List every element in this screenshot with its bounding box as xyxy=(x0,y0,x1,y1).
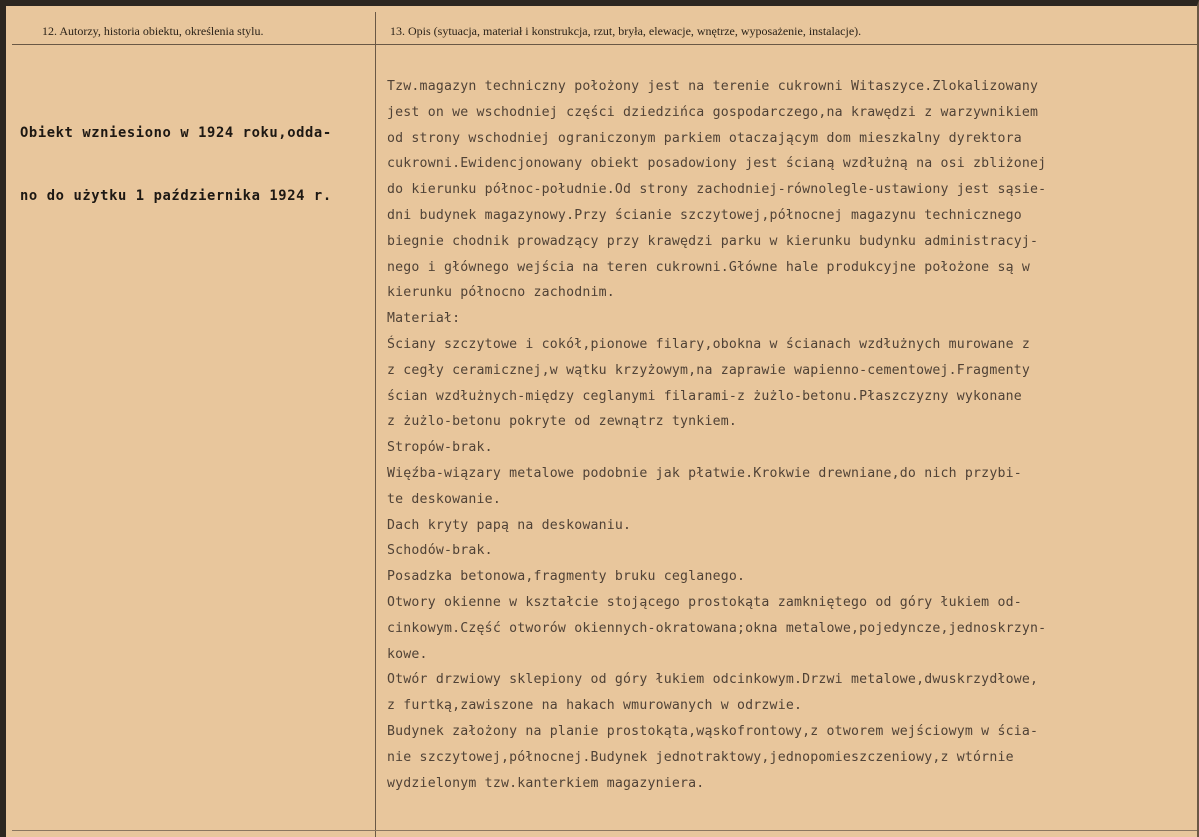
description-line: Schodów-brak. xyxy=(387,543,493,559)
description-line: Budynek założony na planie prostokąta,wąskofrontowy,z otworem wejściowym w ścia- xyxy=(387,723,1039,739)
left-line: no do użytku 1 października 1924 r. xyxy=(20,188,332,204)
description-line: z furtką,zawiszone na hakach wmurowanych w odrzwie. xyxy=(387,698,803,714)
description-line: do kierunku północ-południe.Od strony zachodniej-równolegle-ustawiony jest sąsie- xyxy=(387,182,1047,198)
description-line: jest on we wschodniej części dziedzińca gospodarczego,na krawędzi z warzywnikiem xyxy=(387,104,1039,120)
description-line: ścian wzdłużnych-między ceglanymi filarami-z żużlo-betonu.Płaszczyzny wykonane xyxy=(387,388,1022,404)
description-line: od strony wschodniej ograniczonym parkiem otaczającym dom mieszkalny dyrektora xyxy=(387,130,1022,146)
description-line: Dach kryty papą na deskowaniu. xyxy=(387,517,632,533)
description-line: cukrowni.Ewidencjonowany obiekt posadowiony jest ścianą wzdłużną na osi zbliżonej xyxy=(387,156,1047,172)
description-line: kowe. xyxy=(387,646,428,662)
section-13-header: 13. Opis (sytuacja, materiał i konstrukcja, rzut, bryła, elewacje, wnętrze, wyposażenie, instalacje). xyxy=(390,24,862,38)
column-divider xyxy=(375,12,376,837)
header-divider xyxy=(12,44,1197,45)
description-line: z żużlo-betonu pokryte od zewnątrz tynkiem. xyxy=(387,414,738,430)
description-line: Materiał: xyxy=(387,311,461,327)
description-line: Otwory okienne w kształcie stojącego prostokąta zamkniętego od góry łukiem od- xyxy=(387,594,1022,610)
description-line: Więźba-wiązary metalowe podobnie jak płatwie.Krokwie drewniane,do nich przybi- xyxy=(387,465,1022,481)
description-line: wydzielonym tzw.kanterkiem magazyniera. xyxy=(387,775,705,791)
section-12-header: 12. Autorzy, historia obiektu, określenia stylu. xyxy=(42,24,264,38)
authors-history-text xyxy=(20,81,370,249)
description-line: Posadzka betonowa,fragmenty bruku ceglanego. xyxy=(387,569,746,585)
bottom-divider xyxy=(12,830,1197,831)
description-line: cinkowym.Część otworów okiennych-okratowana;okna metalowe,pojedyncze,jednoskrzyn- xyxy=(387,620,1047,636)
description-line: z cegły ceramicznej,w wątku krzyżowym,na zaprawie wapienno-cementowej.Fragmenty xyxy=(387,362,1031,378)
description-line: te deskowanie. xyxy=(387,491,501,507)
description-line: nie szczytowej,północnej.Budynek jednotraktowy,jednopomieszczeniowy,z wtórnie xyxy=(387,749,1014,765)
description-line: biegnie chodnik prowadzący przy krawędzi parku w kierunku budynku administracyj- xyxy=(387,233,1039,249)
description-line: Stropów-brak. xyxy=(387,440,493,456)
description-line: Tzw.magazyn techniczny położony jest na terenie cukrowni Witaszyce.Zlokalizowany xyxy=(387,79,1039,94)
description-line: nego i głównego wejścia na teren cukrowni.Główne hale produkcyjne położone są w xyxy=(387,259,1031,275)
description-line: kierunku północno zachodnim. xyxy=(387,285,615,301)
description-line: Ściany szczytowe i cokół,pionowe filary,obokna w ścianach wzdłużnych murowane z xyxy=(387,336,1031,352)
description-line: Otwór drzwiowy sklepiony od góry łukiem odcinkowym.Drzwi metalowe,dwuskrzydłowe, xyxy=(387,672,1039,688)
description-line: dni budynek magazynowy.Przy ścianie szczytowej,północnej magazynu technicznego xyxy=(387,207,1022,223)
left-line: Obiekt wzniesiono w 1924 roku,odda- xyxy=(20,125,332,141)
description-text xyxy=(387,74,1199,796)
